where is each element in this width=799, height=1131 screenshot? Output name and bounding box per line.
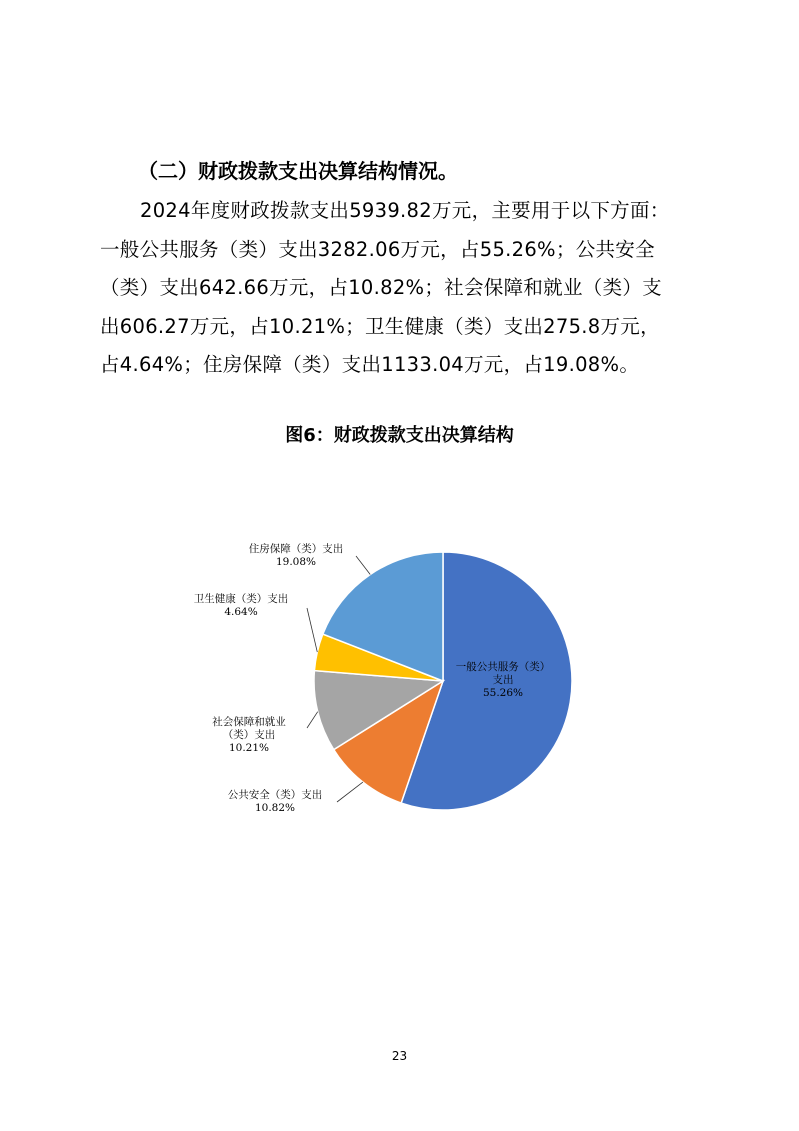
- paragraph-line: （类）支出642.66万元，占10.82%；社会保障和就业（类）支: [100, 276, 662, 299]
- leader-line: [307, 712, 318, 728]
- slice-label-health: [175, 593, 307, 619]
- paragraph-line: 2024年度财政拨款支出5939.82万元，主要用于以下方面：: [140, 199, 670, 222]
- slice-label-line: （类）支出: [222, 729, 276, 741]
- figure-title: 图6：财政拨款支出决算结构: [285, 425, 514, 446]
- paragraph-line: 出606.27万元，占10.21%；卫生健康（类）支出275.8万元，: [100, 314, 660, 338]
- slice-label-line: 支出: [492, 674, 514, 686]
- section-heading: （二）财政拨款支出决算结构情况。: [138, 159, 458, 183]
- slice-label-line: 公共安全（类）支出: [227, 789, 323, 801]
- slice-percent: 19.08%: [275, 556, 317, 568]
- slice-label-social-security: [196, 716, 302, 755]
- slice-label-housing: [230, 543, 362, 569]
- slice-percent: 4.64%: [224, 606, 258, 618]
- slice-label-line: 住房保障（类）支出: [248, 543, 344, 555]
- leader-line: [307, 608, 317, 652]
- slice-label-line: 卫生健康（类）支出: [193, 593, 289, 605]
- slice-percent: 55.26%: [482, 687, 524, 699]
- paragraph-line: 一般公共服务（类）支出3282.06万元，占55.26%；公共安全: [100, 237, 655, 261]
- page-number: 23: [391, 1049, 408, 1063]
- slice-percent: 10.82%: [254, 802, 296, 814]
- slice-label-public-security: [212, 789, 338, 815]
- slice-label-general-public-services: [448, 661, 558, 700]
- slice-percent: 10.21%: [228, 742, 270, 754]
- leader-line: [337, 782, 363, 802]
- paragraph-line: 占4.64%；住房保障（类）支出1133.04万元，占19.08%。: [100, 353, 640, 376]
- slice-label-line: 一般公共服务（类）: [455, 661, 551, 673]
- slice-label-line: 社会保障和就业: [212, 716, 286, 728]
